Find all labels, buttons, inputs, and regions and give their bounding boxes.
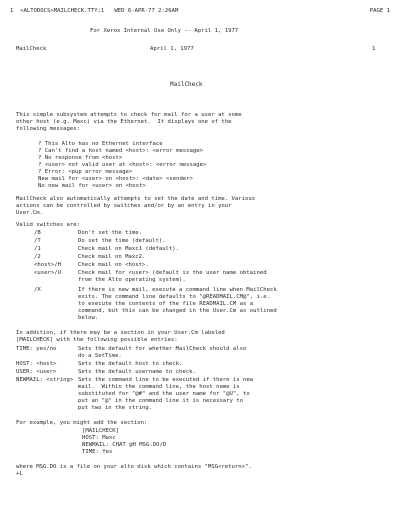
entry-desc: substituted for "@#" and the user name for "@U", to [78, 391, 250, 397]
switch-desc: exits. The command line defaults to "@READMAIL.CM@", i.e. [78, 294, 270, 300]
auto-para-line: MailCheck also automatically attempts to set the date and time. Various [16, 196, 256, 202]
message-item: ? Error: <pup error message> [38, 169, 133, 175]
intro-line: following messages: [16, 126, 80, 132]
message-item: ? This Alto has no Ethernet interface [38, 141, 163, 147]
entry-desc: put an "@" in the command line it is necessary to [78, 398, 244, 404]
example-intro: For example, you might add the section: [16, 420, 148, 426]
switch-key: /B [34, 230, 41, 236]
entry-key: TIME: yes/no [16, 346, 57, 352]
running-date: April 1, 1977 [150, 46, 194, 52]
switch-key: <host>/H [34, 262, 61, 268]
switches-heading: Valid switches are: [16, 222, 80, 228]
trailer-mark: +L [16, 471, 23, 477]
auto-para-line: actions can be controlled by switches and/or by an entry in your [16, 203, 232, 209]
message-item: ? Can't find a host named <host>: <error message> [38, 148, 204, 154]
page-label: PAGE 1 [369, 8, 390, 14]
intro-line: This simple subsystem attempts to check for mail for a user at some [16, 112, 242, 118]
entry-desc: do a SetTime. [78, 353, 122, 359]
example-line: NEWMAIL: CHAT @H MSG.DO/D [82, 442, 167, 448]
switch-key: /2 [34, 254, 41, 260]
switch-desc: If there is new mail, execute a command line when MailCheck [78, 287, 277, 293]
example-line: HOST: Maxc [82, 435, 116, 441]
switch-desc: to execute the contents of the file READMAIL.CM as a [78, 301, 254, 307]
switch-desc: below. [78, 315, 99, 321]
switch-desc: command, but this can be changed in the User.Cm as outlined [78, 308, 277, 314]
switch-desc: Check mail on Maxc1 (default). [78, 246, 180, 252]
document-title: MailCheck [170, 81, 203, 88]
entry-key: HOST: <host> [16, 361, 57, 367]
example-line: [MAILCHECK] [82, 428, 120, 434]
switch-key: <user>/U [34, 270, 61, 276]
switch-key: /T [34, 238, 41, 244]
page-number: 1 [372, 46, 376, 52]
entry-desc: put two in the string. [78, 405, 153, 411]
message-item: ? <user> not valid user at <host>: <error message> [38, 162, 207, 168]
file-header: 1 <ALTODOCS>MAILCHECK.TTY;1 WED 6-APR-77 2:26AM [10, 8, 179, 14]
switch-desc: Check mail on Maxc2. [78, 254, 146, 260]
intro-line: other host (e.g. Maxc) via the Ethernet. It displays one of the [16, 119, 232, 125]
switch-desc: from the Alto operating system). [78, 277, 186, 283]
entry-key: USER: <user> [16, 369, 57, 375]
entry-desc: Sets the default username to check. [78, 369, 196, 375]
auto-para-line: User.Cm. [16, 210, 43, 216]
closing-line: where MSG.DO is a file on your alto disk which contains "MSG<return>". [16, 464, 252, 470]
message-item: New mail for <user> on <host>: <date> <sender> [38, 176, 193, 182]
entry-desc: Sets the default host to check. [78, 361, 183, 367]
switch-desc: Check mail on <host>. [78, 262, 149, 268]
switch-key: /X [34, 287, 41, 293]
switch-key: /1 [34, 246, 41, 252]
entry-desc: Sets the default for whether MailCheck should also [78, 346, 247, 352]
usercm-para-line: [MAILCHECK] with the following possible entries: [16, 337, 178, 343]
example-line: TIME: Yes [82, 449, 113, 455]
switch-desc: Do set the time (default). [78, 238, 166, 244]
message-item: No new mail for <user> on <host> [38, 183, 146, 189]
entry-desc: mail. Within the command line, the host name is [78, 384, 240, 390]
entry-key: NEWMAIL: <string> [16, 377, 74, 383]
xerox-notice: For Xerox Internal Use Only -- April 1, 1977 [90, 28, 239, 34]
usercm-para-line: In addition, if there may be a section in your User.Cm labeled [16, 330, 225, 336]
message-item: ? No response from <host> [38, 155, 123, 161]
switch-desc: Check mail for <user> (default is the user name obtained [78, 270, 267, 276]
running-title: MailCheck [16, 46, 47, 52]
entry-desc: Sets the command line to be executed if there is new [78, 377, 254, 383]
switch-desc: Don't set the time. [78, 230, 142, 236]
